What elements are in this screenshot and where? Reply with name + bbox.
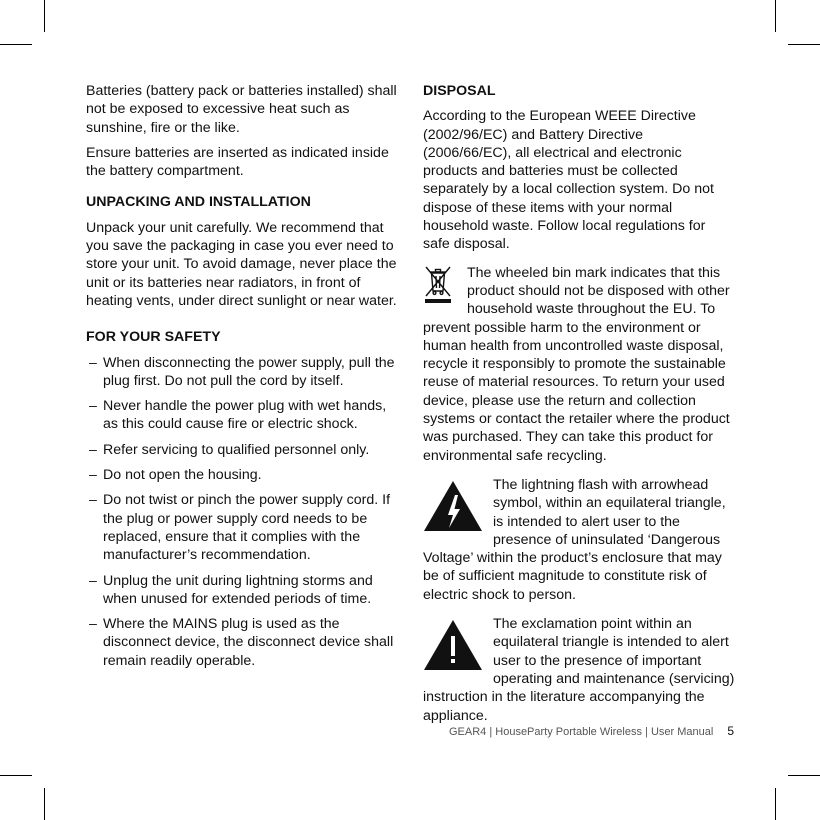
safety-list xyxy=(86,354,398,670)
battery-insert-paragraph: Ensure batteries are inserted as indicated inside the battery compartment. xyxy=(86,144,389,180)
crop-mark-icon xyxy=(44,0,45,32)
footer-text: GEAR4 | HouseParty Portable Wireless | User Manual xyxy=(449,726,714,738)
battery-heat-paragraph: Batteries (battery pack or batteries installed) shall not be exposed to excessive heat such as sunshine, fire or the like. xyxy=(86,83,397,136)
disposal-body: According to the European WEEE Directive (2002/96/EC) and Battery Directive (2006/66/EC), all electrical and electronic products and batteries must be collected separately by a local collection system. Do not dispose of these items with your normal household waste. Follow local regulations for safe disposal. xyxy=(423,108,714,253)
crop-mark-icon xyxy=(775,0,776,32)
crop-mark-icon xyxy=(0,44,32,45)
disposal-section xyxy=(423,82,735,254)
lightning-block xyxy=(423,476,735,611)
lightning-triangle-icon xyxy=(423,480,483,532)
exclamation-text: The exclamation point within an equilateral triangle is intended to alert user to the presence of important operating and maintenance (servicing) instruction in the literature accompanying the appliance. xyxy=(423,616,735,724)
list-item: – Do not open the housing. xyxy=(86,466,398,484)
exclamation-triangle-icon xyxy=(423,619,483,671)
page-footer xyxy=(396,724,734,738)
disposal-heading: DISPOSAL xyxy=(423,83,496,99)
page-number: 5 xyxy=(727,724,734,738)
crop-mark-icon xyxy=(788,44,820,45)
crop-mark-icon xyxy=(788,775,820,776)
right-column xyxy=(423,82,735,732)
crop-mark-icon xyxy=(0,775,32,776)
list-item: – Where the MAINS plug is used as the disconnect device, the disconnect device shall remain readily operable. xyxy=(86,615,398,670)
list-item: – When disconnecting the power supply, pull the plug first. Do not pull the cord by itself. xyxy=(86,354,398,391)
list-item: – Do not twist or pinch the power supply cord. If the plug or power supply cord needs to be replaced, ensure that it complies with the manufacturer’s recommendation. xyxy=(86,491,398,564)
unpacking-heading: UNPACKING AND INSTALLATION xyxy=(86,194,311,211)
crop-mark-icon xyxy=(775,788,776,820)
lightning-text: The lightning flash with arrowhead symbol, within an equilateral triangle, is intended to alert user to the presence of uninsulated ‘Dangerous Voltage’ within the product’s enclosure that may be of sufficient magnitude to constitute risk of electric shock to person. xyxy=(423,476,726,603)
list-item: – Unplug the unit during lightning storms and when unused for extended periods of time. xyxy=(86,572,398,609)
list-item: – Refer servicing to qualified personnel only. xyxy=(86,441,398,459)
crop-mark-icon xyxy=(44,788,45,820)
weee-block xyxy=(423,264,735,472)
left-column xyxy=(86,82,398,677)
safety-heading: FOR YOUR SAFETY xyxy=(86,329,221,346)
safety-section xyxy=(86,328,398,670)
list-item: – Never handle the power plug with wet hands, as this could cause fire or electric shock. xyxy=(86,397,398,434)
crossed-wheeled-bin-icon xyxy=(423,264,453,304)
weee-text: The wheeled bin mark indicates that this product should not be disposed with other household waste throughout the EU. To prevent possible harm to the environment or human health from uncontrolled waste disposal, recycle it responsibly to promote the sustainable reuse of material resources. To return your used device, please use the return and collection systems or contact the retailer where the product was purchased. They can take this product for environmental safe recycling. xyxy=(423,264,730,464)
exclamation-block xyxy=(423,615,735,732)
unpacking-body: Unpack your unit carefully. We recommend that you save the packaging in case you ever need to store your unit. To avoid damage, never place the unit or its batteries near radiators, in front of heating vents, under direct sunlight or near water. xyxy=(86,219,397,309)
unpacking-section xyxy=(86,193,398,310)
